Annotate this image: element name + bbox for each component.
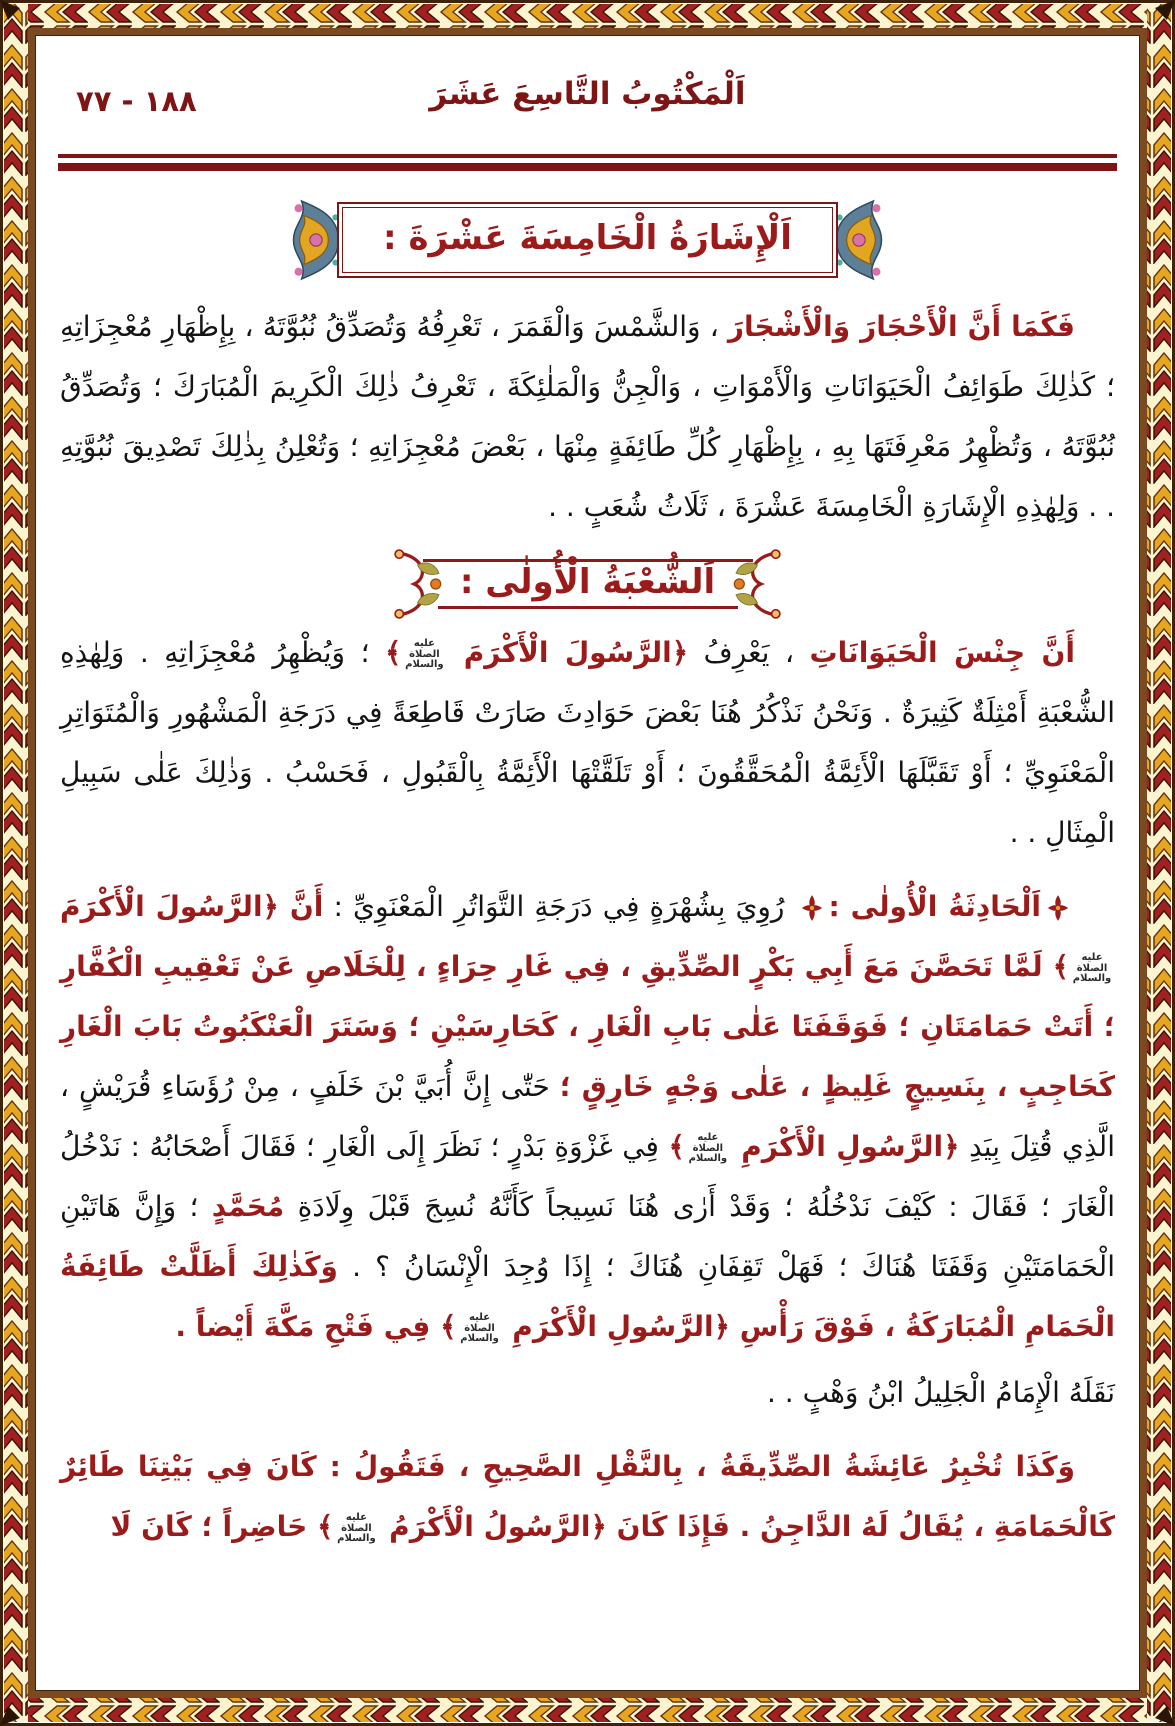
text-segment: نَقَلَهُ الْإِمَامُ الْجَلِيلُ ابْنُ وَهْبٍ . . — [766, 1376, 1115, 1409]
aisha-paragraph — [60, 1437, 1115, 1557]
text-segment: وَكَذَا تُخْبِرُ عَائِشَةُ الصِّدِّيقَةُ ، بِالنَّقْلِ الصَّحِيحِ ، فَتَقُولُ : كَانَ فِي بَيْتِنَا طَائِرٌ كَالْحَمَامَةِ ، يُقَالُ لَهُ الدَّاجِنُ . فَإِذَا كَانَ ﴿الرَّسُولُ الْأَكْرَمُ — [60, 1450, 1115, 1543]
text-segment: أَنَّ جِنْسَ الْحَيَوَانَاتِ — [809, 636, 1075, 669]
narrator-line — [60, 1363, 1115, 1423]
text-segment: مُحَمَّدٍ — [211, 1190, 285, 1223]
text-segment: رُوِيَ بِشُهْرَةٍ فِي دَرَجَةِ التَّوَاتُرِ الْمَعْنَوِيِّ : — [323, 890, 795, 923]
intro-paragraph — [60, 297, 1115, 537]
header-rule-thick — [58, 163, 1117, 171]
salawat-emblem: عليه الصلاة والسلام — [405, 638, 444, 671]
page-content — [58, 40, 1117, 1686]
indication-cartouche — [208, 197, 968, 283]
text-segment: حَتّٰى إِنَّ أُبَيَّ بْنَ خَلَفٍ ، مِنْ رُؤَسَاءِ قُرَيْشٍ ، الَّذِي قُتِلَ بِيَدِ — [60, 1070, 1115, 1163]
scroll-flourish-icon — [386, 546, 444, 622]
indication-cartouche-box — [337, 202, 838, 278]
text-segment: ، يَعْرِفُ — [688, 636, 810, 669]
fleuron-icon — [801, 894, 823, 922]
text-segment: ﴾ — [668, 1130, 685, 1163]
salawat-emblem: عليه الصلاة والسلام — [337, 1512, 376, 1545]
text-segment: ﴿الرَّسُولَ الْأَكْرَمَ — [447, 636, 689, 669]
scroll-flourish-icon — [731, 546, 789, 622]
text-segment: ﴾ فِي فَتْحِ مَكَّةَ أَيْضاً . — [175, 1310, 457, 1343]
salawat-emblem: عليه الصلاة والسلام — [1072, 952, 1112, 985]
page-header — [58, 68, 1117, 140]
fleuron-icon — [1047, 894, 1069, 922]
text-segment: فَكَمَا أَنَّ الْأَحْجَارَ وَالْأَشْجَارَ — [727, 310, 1075, 343]
text-segment: ﴾ — [385, 636, 402, 669]
text-segment: ؛ وَيُظْهِرُ مُعْجِزَاتِهِ . وَلِهٰذِهِ الشُّعْبَةِ أَمْثِلَةٌ كَثِيرَةٌ . وَنَحْنُ نَذْكُرُ هُنَا بَعْضَ حَوَادِثَ صَارَتْ قَاطِعَةً فِي دَرَجَةِ الْمَشْهُورِ وَالْمُتَوَاتِرِ الْمَعْنَوِيِّ ؛ أَوْ تَقَبَّلَهَا الْأَئِمَّةُ الْمُحَقَّقُونَ ؛ أَوْ تَلَقَّتْهَا الْأَئِمَّةُ بِالْقَبُولِ ، فَحَسْبُ . وَذٰلِكَ عَلٰى سَبِيلِ الْمِثَالِ . . — [60, 636, 1115, 849]
hadith-1-heading: اَلْحَادِثَةُ الْأُولٰى : — [828, 890, 1041, 923]
header-rule-thin — [58, 154, 1117, 158]
page-number: ١٨٨ - ٧٧ — [76, 84, 197, 118]
text-segment: أَنَّ ﴿الرَّسُولَ الْأَكْرَمَ — [60, 890, 324, 923]
text-segment: فِي غَزْوَةِ بَدْرٍ ؛ نَظَرَ إِلَى الْغَارِ ؛ فَقَالَ أَصْحَابُهُ : نَدْخُلُ الْغَارَ ؛ فَقَالَ : كَيْفَ نَدْخُلُهُ ؛ وَقَدْ أَرٰى هُنَا نَسِيجاً كَأَنَّهُ نُسِجَ قَبْلَ وِلَادَةِ — [60, 1130, 1115, 1223]
branch-title: اَلشُّعْبَةُ الْأُولٰى : — [459, 562, 716, 602]
text-segment: ﴾ حَاضِراً ؛ كَانَ لَا — [110, 1510, 334, 1543]
salawat-emblem: عليه الصلاة والسلام — [688, 1132, 728, 1165]
text-segment: ؛ وَإِنَّ هَاتَيْنِ الْحَمَامَتَيْنِ وَقَفَتَا هُنَاكَ ؛ فَهَلْ تَقِفَانِ هُنَاكَ ؛ إِذَا وُجِدَ الْإِنْسَانُ ؟ . — [60, 1190, 1115, 1283]
text-segment: ﴿الرَّسُولِ الْأَكْرَمِ — [730, 1130, 960, 1163]
text-segment: ﴾ لَمَّا تَحَصَّنَ مَعَ أَبِي بَكْرٍ الصِّدِّيقِ ، فِي غَارِ حِرَاءٍ ، لِلْخَلَاصِ عَنْ تَعْقِيبِ الْكُفَّارِ ؛ أَتَتْ حَمَامَتَانِ ؛ فَوَقَفَتَا عَلٰى بَابِ الْغَارِ ، كَحَارِسَيْنِ ؛ وَسَتَرَ الْعَنْكَبُوتُ بَابَ الْغَارِ كَحَاجِبٍ ، بِنَسِيجٍ غَلِيظٍ ، عَلٰى وَجْهٍ خَارِقٍ ؛ — [60, 950, 1116, 1103]
indication-title: اَلْإِشَارَةُ الْخَامِسَةَ عَشْرَةَ : — [342, 207, 833, 273]
salawat-emblem: عليه الصلاة والسلام — [460, 1312, 499, 1345]
branch-cartouche — [278, 559, 898, 609]
hadith-1-paragraph — [60, 877, 1115, 1357]
page-title: اَلْمَكْتُوبُ التَّاسِعَ عَشَرَ — [429, 76, 746, 112]
text-segment: وَكَذٰلِكَ أَظَلَّتْ طَائِفَةُ الْحَمَامِ الْمُبَارَكَةُ ، فَوْقَ رَأْسِ ﴿الرَّسُولِ الْأَكْرَمِ — [60, 1250, 1115, 1343]
text-segment: ، وَالشَّمْسَ وَالْقَمَرَ ، تَعْرِفُهُ وَتُصَدِّقُ نُبُوَّتَهُ ، بِإِظْهَارِ مُعْجِزَاتِهِ ؛ كَذٰلِكَ طَوَائِفُ الْحَيَوَانَاتِ وَالْأَمْوَاتِ ، وَالْجِنُّ وَالْمَلٰئِكَةَ ، تَعْرِفُ ذٰلِكَ الْكَرِيمَ الْمُبَارَكَ ؛ وَتُصَدِّقُ نُبُوَّتَهُ ، وَتُظْهِرُ مَعْرِفَتَهَا بِهِ ، بِإِظْهَارِ كُلِّ طَائِفَةٍ مِنْهَا ، بَعْضَ مُعْجِزَاتِهِ ؛ وَتُعْلِنُ بِذٰلِكَ تَصْدِيقَ نُبُوَّتِهِ . . وَلِهٰذِهِ الْإِشَارَةِ الْخَامِسَةَ عَشْرَةَ ، ثَلَاثُ شُعَبٍ . . — [60, 310, 1115, 523]
branch-intro-paragraph — [60, 623, 1115, 863]
